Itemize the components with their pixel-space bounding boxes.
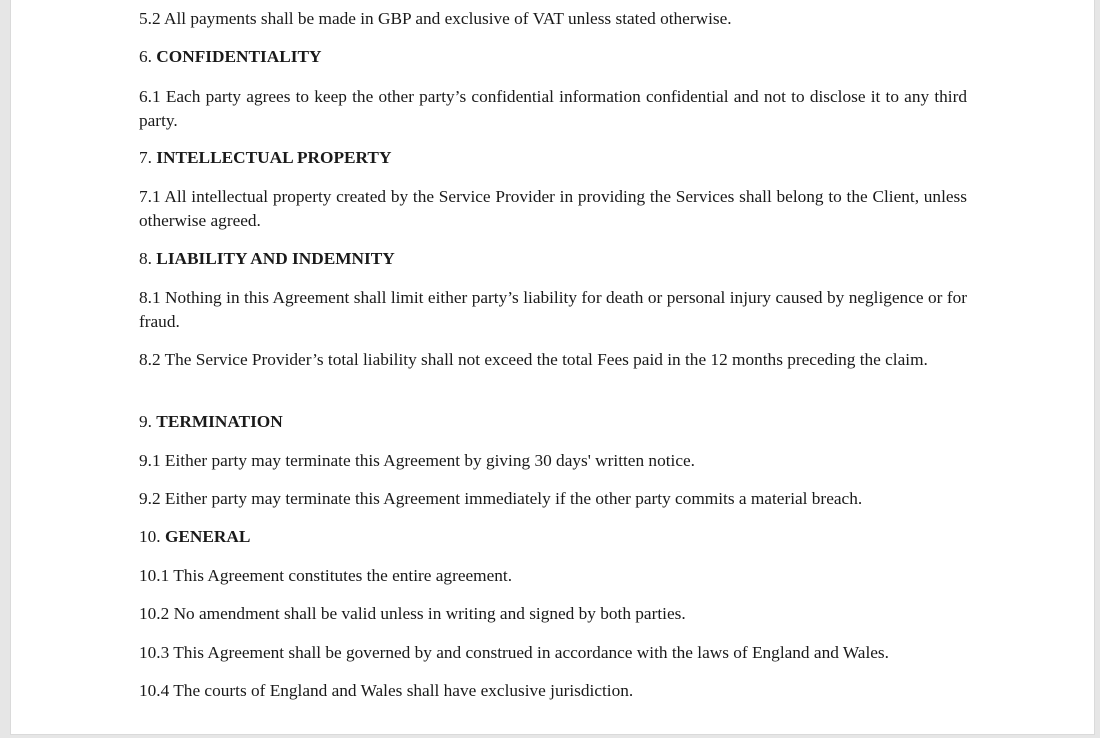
clause-8-2: 8.2 The Service Provider’s total liability shall not exceed the total Fees paid in the 12 months preceding the claim.: [139, 350, 928, 369]
heading-title: CONFIDENTIALITY: [156, 47, 322, 66]
heading-number: 6.: [139, 47, 152, 66]
heading-number: 8.: [139, 249, 152, 268]
heading-number: 7.: [139, 148, 152, 167]
heading-number: 10.: [139, 527, 161, 546]
clause-5-2: 5.2 All payments shall be made in GBP and exclusive of VAT unless stated otherwise.: [139, 9, 732, 28]
clause-7-1: 7.1 All intellectual property created by the Service Provider in providing the Services shall belong to the Client, unless otherwise agreed.: [139, 187, 967, 230]
document-page: [10, 0, 1095, 735]
heading-number: 9.: [139, 412, 152, 431]
clause-10-1: 10.1 This Agreement constitutes the entire agreement.: [139, 566, 513, 585]
clause-10-4: 10.4 The courts of England and Wales shall have exclusive jurisdiction.: [139, 681, 634, 700]
heading-intellectual-property: [139, 146, 391, 170]
heading-confidentiality: [139, 45, 321, 69]
clause-10-2: 10.2 No amendment shall be valid unless in writing and signed by both parties.: [139, 604, 686, 623]
heading-title: INTELLECTUAL PROPERTY: [156, 148, 392, 167]
heading-title: TERMINATION: [156, 412, 283, 431]
clause-9-2: 9.2 Either party may terminate this Agreement immediately if the other party commits a material breach.: [139, 489, 863, 508]
heading-title: LIABILITY AND INDEMNITY: [156, 249, 395, 268]
heading-general: [139, 525, 250, 549]
heading-title: GENERAL: [164, 527, 251, 546]
clause-9-1: 9.1 Either party may terminate this Agreement by giving 30 days' written notice.: [139, 451, 695, 470]
clause-6-1: 6.1 Each party agrees to keep the other party’s confidential information confidential and not to disclose it to any third party.: [139, 87, 967, 130]
clause-8-1: 8.1 Nothing in this Agreement shall limit either party’s liability for death or personal injury caused by negligence or for fraud.: [139, 288, 967, 331]
heading-liability-and-indemnity: [139, 247, 395, 271]
heading-termination: [139, 410, 283, 434]
clause-10-3: 10.3 This Agreement shall be governed by and construed in accordance with the laws of England and Wales.: [139, 643, 889, 662]
